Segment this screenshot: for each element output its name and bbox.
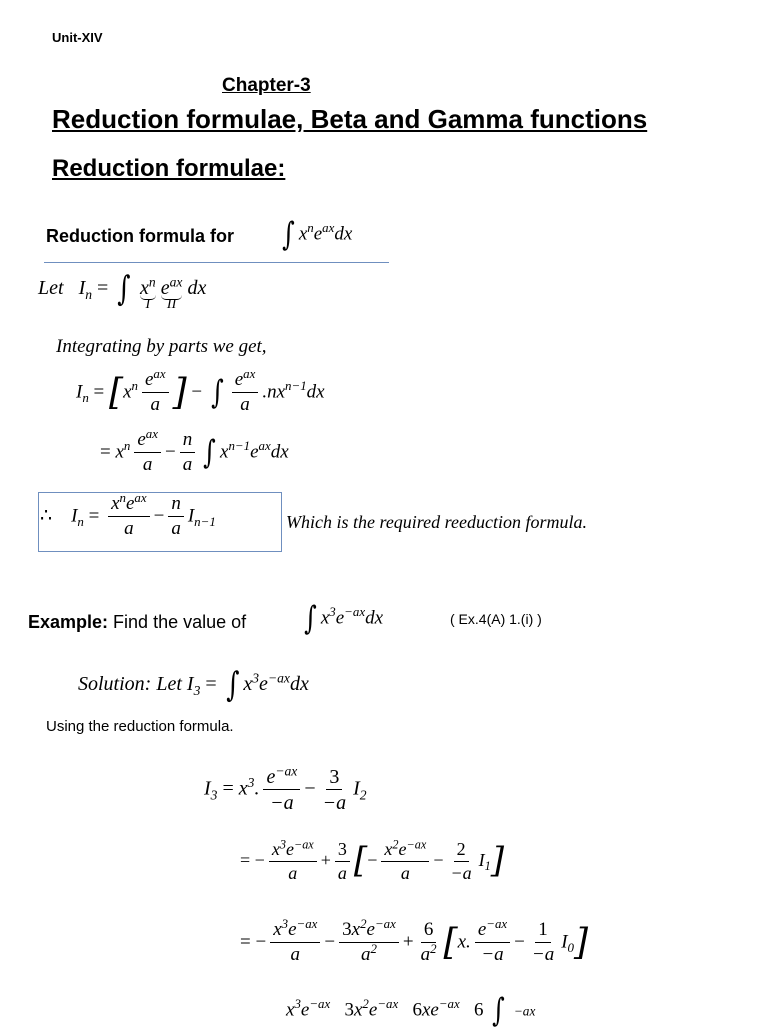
formula-heading-row (44, 215, 389, 263)
therefore-symbol: ∴ (40, 505, 53, 527)
part-two-label: II (166, 297, 177, 313)
integrating-text: Integrating by parts we get, (56, 336, 267, 357)
using-text: Using the reduction formula. (46, 718, 234, 735)
solution-line: Solution: Let $I_3$ = ∫ $x^3e^{-ax}dx$ (78, 665, 309, 705)
example-line (28, 612, 246, 633)
result-equation: ∴ $I_n$ = $\frac{x^ne^{ax}}{a}$ − $\frac{n}{a}$ $I_{n-1}$ (40, 489, 216, 539)
chapter-label: Chapter-3 (222, 75, 311, 96)
part-one-label: I (145, 297, 151, 313)
step-1-equation: $I_3 = x^3$. $\frac{e^{-ax}}{-a}$ − $\frac{3}{-a}$ $I_2$ (204, 763, 367, 814)
step-3-equation: = − $\frac{x^3e^{-ax}}{a}$ − $\frac{3x^2e^{-ax}}{a^2}$ + $\frac{6}{a^2}$ [x. $\frac{e^{-ax}}{-a}$ − $\frac{1}{-a}$ $I_0$] (240, 915, 589, 965)
section-title: Reduction formulae: (52, 155, 286, 182)
example-label: Example: (28, 612, 109, 632)
heading-integral: ∫ $x^ne^{ax}dx$ (282, 215, 353, 253)
solution-label: Solution: Let (78, 673, 182, 696)
parts-equation: $I_n = [x^n$ $\frac{e^{ax}}{a}$ ] − ∫ $\frac{e^{ax}}{a}$ $.nx^{n-1}dx$ (76, 365, 325, 415)
example-integral: ∫ $x^3e^{-ax}dx$ (304, 599, 383, 637)
page-title: Reduction formulae, Beta and Gamma functions (52, 104, 648, 134)
example-text: Find the value of (108, 612, 247, 632)
step-4-equation: $x^3e^{-ax}$ $3x^2e^{-ax}$ $6xe^{-ax}$ 6 ∫ −ax (286, 991, 536, 1029)
simplified-equation: = $x^n$ $\frac{e^{ax}}{a}$ − $\frac{n}{a}$ ∫ $x^{n-1}e^{ax}dx$ (100, 425, 289, 475)
unit-label: Unit-XIV (52, 30, 103, 45)
let-equation: Let $I_n$ = ∫ $x^n$ I $e^{ax}$ II dx (38, 269, 207, 313)
formula-heading: Reduction formula for (46, 226, 234, 246)
step-2-equation: = − $\frac{x^3e^{-ax}}{a}$ + $\frac{3}{a}$ [− $\frac{x^2e^{-ax}}{a}$ − $\frac{2}{-a}$ $I_1$] (240, 837, 505, 883)
let-label: Let (38, 277, 64, 300)
example-reference: ( Ex.4(A) 1.(i) ) (450, 611, 542, 627)
required-text: Which is the required reeduction formula. (286, 512, 587, 532)
